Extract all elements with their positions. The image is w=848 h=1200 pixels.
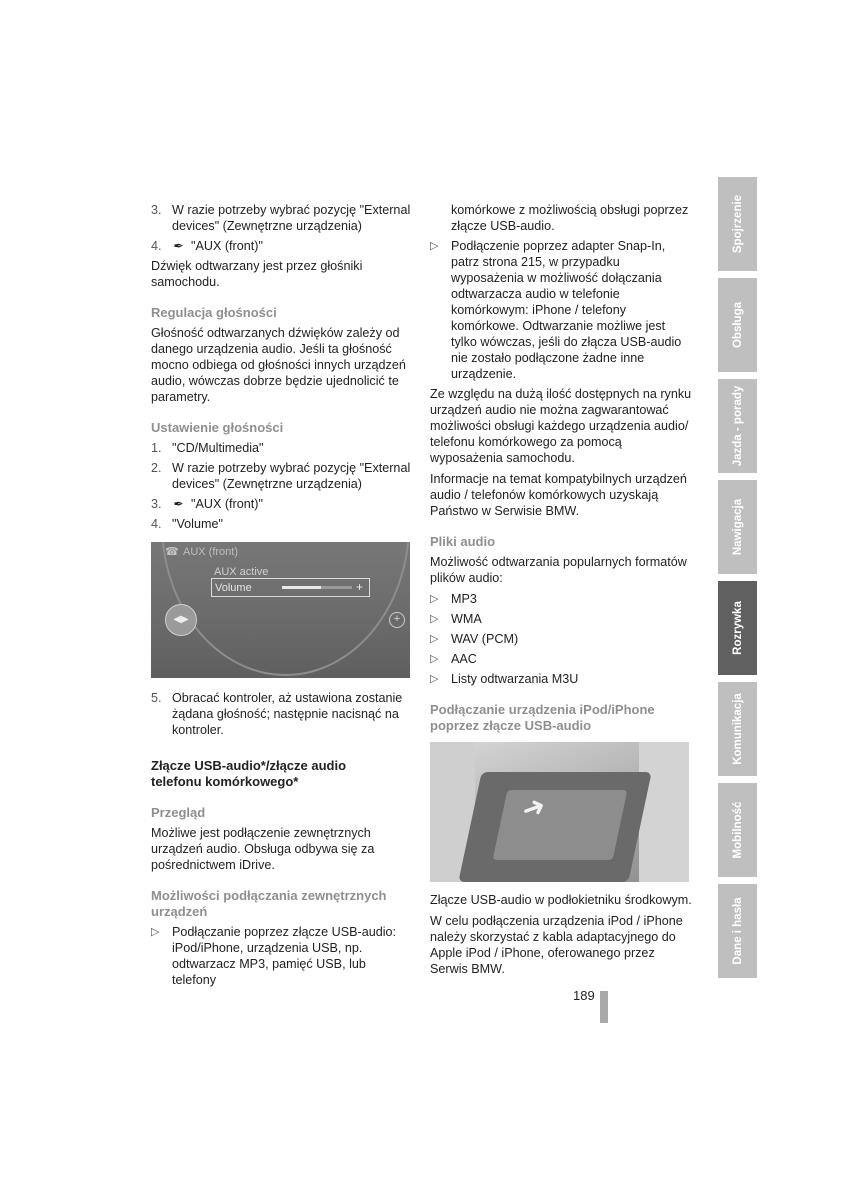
right-column (430, 202, 692, 982)
paragraph: Możliwość odtwarzania popularnych formatów plików audio: (430, 555, 687, 585)
photo-caption: Złącze USB-audio w podłokietniku środkowym. (430, 893, 692, 907)
volume-label: Volume (215, 582, 252, 594)
page-number: 189 (573, 988, 595, 1003)
triangle-bullet-icon: ▷ (430, 633, 439, 645)
usb-armrest-photo (430, 742, 689, 882)
tab-mobilnosc[interactable]: Mobilność (718, 783, 757, 877)
triangle-bullet-icon: ▷ (151, 926, 160, 938)
section-heading: telefonu komórkowego* (151, 774, 299, 789)
volume-row (211, 578, 370, 597)
page-number-bar (600, 991, 608, 1023)
section-heading: Podłączanie urządzenia iPod/iPhone poprzez złącze USB-audio (430, 702, 655, 733)
paragraph: Możliwe jest podłączenie zewnętrznych urządzeń audio. Obsługa odbywa się za pośrednictwem iDrive. (151, 826, 375, 872)
step-item: 5. Obracać kontroler, aż ustawiona zostanie żądana głośność; następnie nacisnąć na kontroler. (151, 691, 403, 737)
idrive-controller-icon: ✒ (173, 239, 184, 253)
tab-rozrywka[interactable]: Rozrywka (718, 581, 757, 675)
armrest-compartment (493, 790, 628, 860)
paragraph: Dźwięk odtwarzany jest przez głośniki samochodu. (151, 259, 363, 289)
section-heading: Przegląd (151, 805, 206, 820)
tab-obsluga[interactable]: Obsługa (718, 278, 757, 372)
section-heading: Złącze USB-audio*/złącze audio (151, 758, 347, 773)
section-heading: Regulacja głośności (151, 305, 277, 320)
left-column (151, 202, 411, 992)
list-item: ▷ AAC (430, 652, 477, 666)
list-item: ▷ Podłączenie poprzez adapter Snap-In, patrz strona 215, w przypadku wyposażenia w możliwość dołączania odtwarzacza audio w telefonie komórkowym: iPhone / telefony komórkowe. Odtwarzanie możliwe jest tylko wówczas, jeśli do złącza USB-audio nie zostało podłączone żadne inne urządzenie. (430, 239, 682, 381)
step-item: 3. ✒ "AUX (front)" (151, 497, 263, 511)
tab-nawigacja[interactable]: Nawigacja (718, 480, 757, 574)
list-item: ▷ Listy odtwarzania M3U (430, 672, 579, 686)
triangle-bullet-icon: ▷ (430, 613, 439, 625)
controller-knob-icon: ◀▶ (165, 604, 197, 636)
triangle-bullet-icon: ▷ (430, 653, 439, 665)
section-heading: Możliwości podłączania zewnętrznych urządzeń (151, 888, 387, 919)
chapter-tabs (718, 177, 757, 985)
step-item: 1. "CD/Multimedia" (151, 441, 264, 455)
step-item: 4. ✒ "AUX (front)" (151, 239, 263, 253)
idrive-screen-image (151, 542, 410, 678)
tab-jazda-porady[interactable]: Jazda - porady (718, 379, 757, 473)
triangle-bullet-icon: ▷ (430, 240, 439, 252)
idrive-controller-icon: ✒ (173, 497, 184, 511)
volume-fill (282, 586, 321, 589)
plus-icon: + (355, 580, 363, 594)
step-item: 4. "Volume" (151, 517, 223, 531)
screen-arc (161, 542, 410, 676)
arrow-icon: ➜ (517, 788, 550, 827)
paragraph: Ze względu na dużą ilość dostępnych na rynku urządzeń audio nie można zagwarantować możliwości obsługi każdego urządzenia audio/ telefonu komórkowego za pomocą wyposażenia samochodu. (430, 387, 692, 465)
list-item: ▷ WMA (430, 612, 482, 626)
paragraph: Informacje na temat kompatybilnych urządzeń audio / telefonów komórkowych uzyskają Państwo w Serwisie BMW. (430, 472, 687, 518)
step-item: 3. W razie potrzeby wybrać pozycję "External devices" (Zewnętrzne urządzenia) (151, 203, 411, 233)
list-item: ▷ MP3 (430, 592, 477, 606)
screen-title: AUX (front) (183, 546, 239, 558)
tab-komunikacja[interactable]: Komunikacja (718, 682, 757, 776)
tab-spojrzenie[interactable]: Spojrzenie (718, 177, 757, 271)
paragraph: Głośność odtwarzanych dźwięków zależy od danego urządzenia audio. Jeśli ta głośność mocno odbiega od głośności innych urządzeń audio, wówczas dobrze będzie ujednolicić te parametry. (151, 326, 406, 404)
list-item: ▷ WAV (PCM) (430, 632, 519, 646)
paragraph: komórkowe z możliwością obsługi poprzez złącze USB-audio. (451, 203, 689, 233)
section-heading: Pliki audio (430, 534, 496, 549)
aux-source-icon: ☎ (165, 546, 179, 558)
paragraph: W celu podłączenia urządzenia iPod / iPhone należy skorzystać z kabla adaptacyjnego do Apple iPod / iPhone, oferowanego przez Serwis BMW. (430, 914, 683, 976)
step-item: 2. W razie potrzeby wybrać pozycję "External devices" (Zewnętrzne urządzenia) (151, 461, 411, 491)
plus-circle-icon: + (389, 612, 405, 628)
triangle-bullet-icon: ▷ (430, 673, 439, 685)
aux-active-label: AUX active (214, 566, 269, 578)
tab-dane-i-hasla[interactable]: Dane i hasła (718, 884, 757, 978)
volume-bar (282, 586, 352, 589)
seat-right (639, 742, 689, 882)
section-heading: Ustawienie głośności (151, 420, 284, 435)
triangle-bullet-icon: ▷ (430, 593, 439, 605)
list-item: ▷ Podłączanie poprzez złącze USB-audio: iPod/iPhone, urządzenia USB, np. odtwarzacz MP3, pamięć USB, lub telefony (151, 925, 397, 987)
